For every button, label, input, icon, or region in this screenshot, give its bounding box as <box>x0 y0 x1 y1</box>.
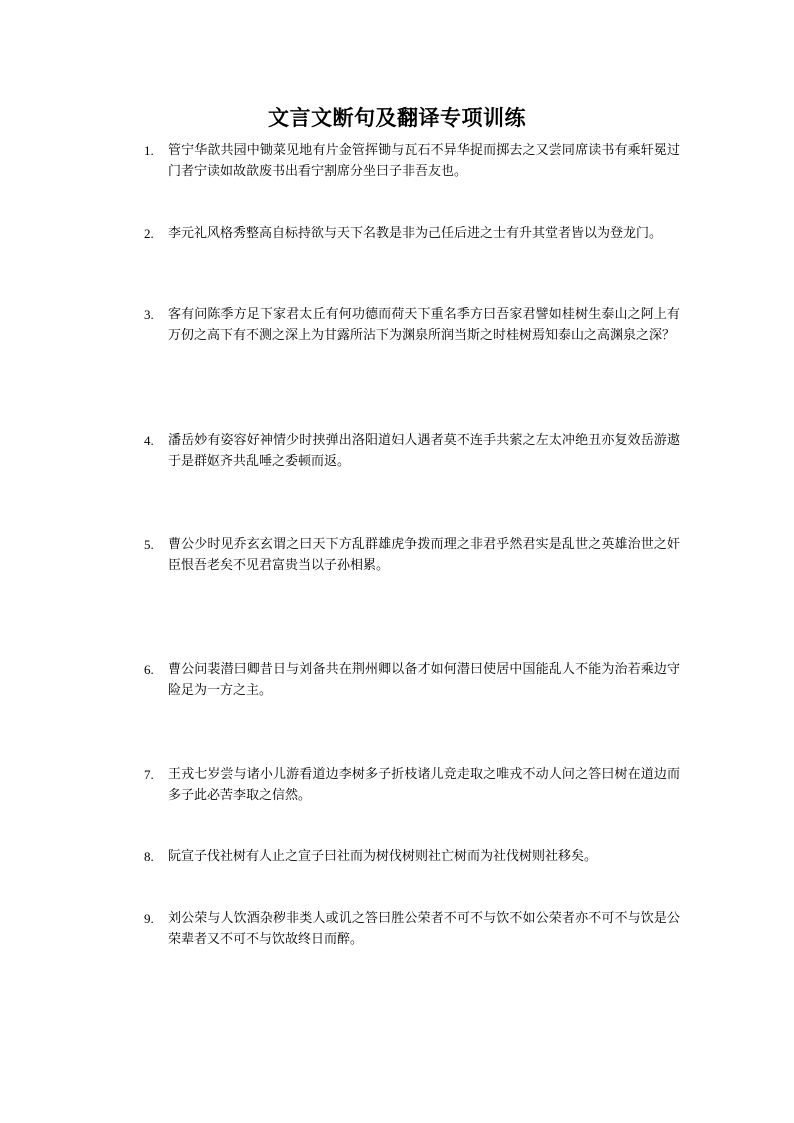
item-text: 王戎七岁尝与诸小儿游看道边李树多子折枝诸儿竞走取之唯戎不动人问之答曰树在道边而多子此必苦李取之信然。 <box>168 767 680 803</box>
item-number: 7. <box>144 767 154 782</box>
item-text: 刘公荣与人饮酒杂秽非类人或讥之答曰胜公荣者不可不与饮不如公荣者亦不可不与饮是公荣辈者又不可不与饮故终日而醉。 <box>168 911 680 947</box>
item-number: 1. <box>144 143 154 158</box>
item-number: 4. <box>144 433 154 448</box>
item-number: 2. <box>144 226 154 241</box>
item-number: 8. <box>144 849 154 864</box>
list-item <box>140 659 680 701</box>
item-number: 3. <box>144 307 154 322</box>
item-text: 曹公少时见乔玄玄谓之曰天下方乱群雄虎争拨而理之非君乎然君实是乱世之英雄治世之奸臣恨吾老矣不见君富贵当以子孙相累。 <box>168 537 680 573</box>
list-item <box>140 430 680 472</box>
list-item <box>140 846 680 867</box>
page-title: 文言文断句及翻译专项训练 <box>268 106 526 130</box>
list-item <box>140 534 680 576</box>
item-number: 9. <box>144 911 154 926</box>
item-text: 管宁华歆共园中锄菜见地有片金管挥锄与瓦石不异华捉而掷去之又尝同席读书有乘轩冕过门者宁读如故歆废书出看宁割席分坐曰子非吾友也。 <box>168 143 680 179</box>
item-text: 阮宣子伐社树有人止之宣子曰社而为树伐树则社亡树而为社伐树则社移矣。 <box>168 849 598 864</box>
list-item <box>140 140 680 182</box>
item-text: 客有问陈季方足下家君太丘有何功德而荷天下重名季方曰吾家君譬如桂树生泰山之阿上有万仞之高下有不测之深上为甘露所沾下为渊泉所润当斯之时桂树焉知泰山之高渊泉之深？ <box>168 307 680 343</box>
list-item <box>140 304 680 346</box>
item-text: 曹公问裴潜曰卿昔日与刘备共在荆州卿以备才如何潜曰使居中国能乱人不能为治若乘边守险足为一方之主。 <box>168 662 680 698</box>
item-text: 潘岳妙有姿容好神情少时挟弹出洛阳道妇人遇者莫不连手共萦之左太冲绝丑亦复效岳游遨于是群妪齐共乱唾之委顿而返。 <box>168 433 680 469</box>
item-number: 5. <box>144 537 154 552</box>
list-item <box>140 908 680 950</box>
list-item <box>140 764 680 806</box>
item-number: 6. <box>144 662 154 677</box>
list-item <box>140 223 680 244</box>
item-text: 李元礼风格秀整高自标持欲与天下名教是非为己任后进之士有升其堂者皆以为登龙门。 <box>168 226 663 241</box>
